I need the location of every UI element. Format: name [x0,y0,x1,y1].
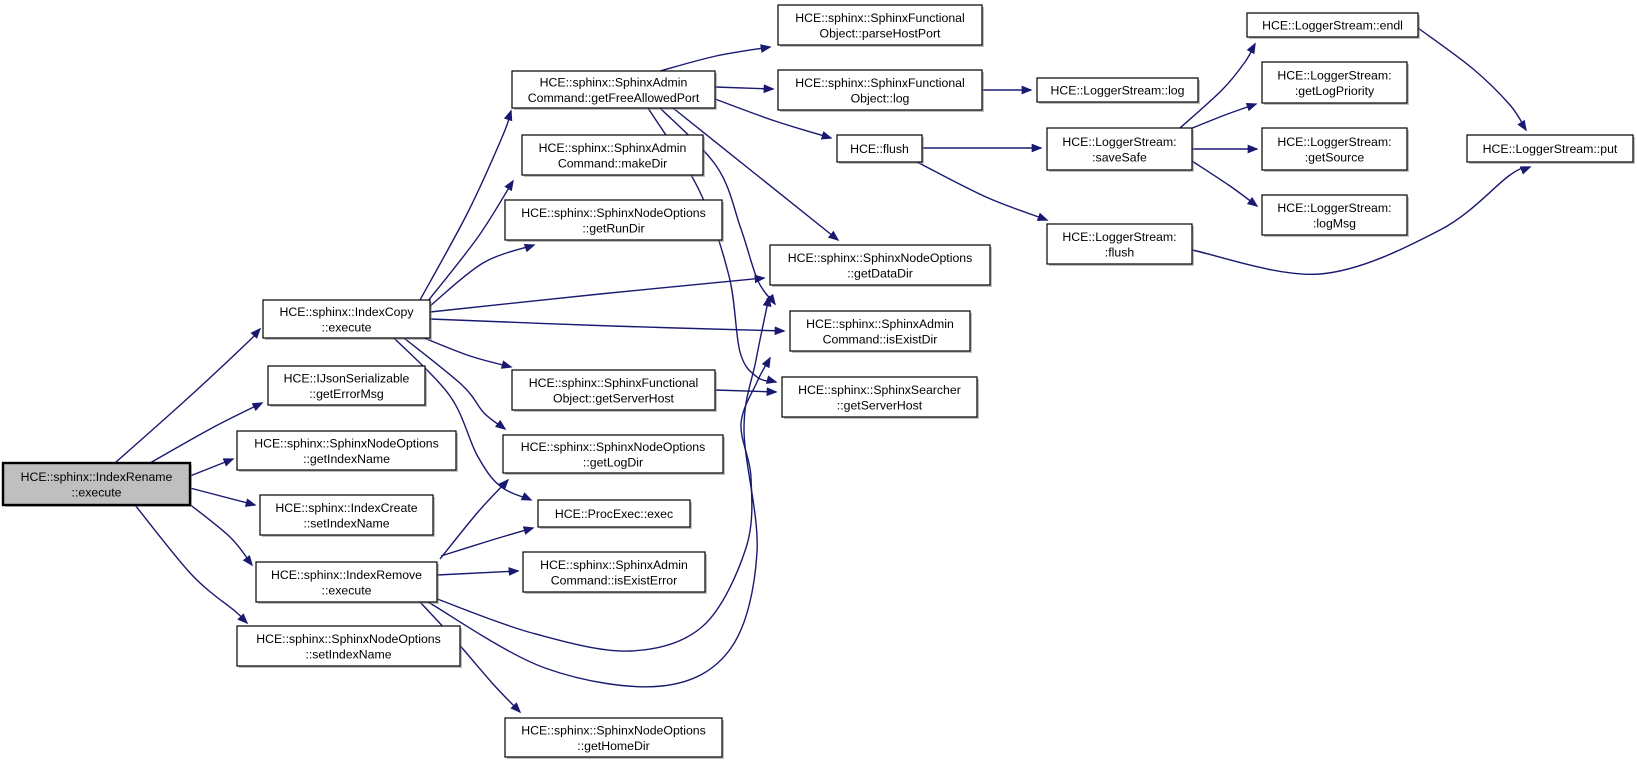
node-label: HCE::LoggerStream::put [1482,142,1618,156]
node-get-free-allowed-port[interactable] [512,71,717,110]
node-get-run-dir[interactable] [505,200,724,242]
edge-sfo-get-server-host--searcher-get-server-host [715,390,776,392]
node-set-index-name[interactable] [237,626,462,668]
edge-copy-execute--proc-exec [394,338,531,500]
edge-copy-execute--get-data-dir [430,278,764,312]
node-label: HCE::sphinx::IndexRemove ::execute [270,568,423,598]
node-label: HCE::sphinx::SphinxNodeOptions ::getDataDir [787,251,973,281]
node-label: HCE::sphinx::SphinxAdmin Command::isExistError [540,558,688,588]
node-remove-execute[interactable] [256,562,439,604]
edge-remove-execute--proc-exec [441,528,533,556]
node-get-source[interactable] [1262,128,1409,172]
edge-rename-execute--remove-execute [188,503,252,565]
node-get-data-dir[interactable] [770,245,992,287]
node-searcher-get-server-host[interactable] [782,377,979,419]
node-get-home-dir[interactable] [505,718,724,759]
node-logger-flush[interactable] [1047,224,1194,266]
node-get-log-priority[interactable] [1262,62,1409,105]
edge-flush--logger-flush [917,162,1047,220]
edge-get-free-allowed-port--sfo-log [715,87,773,89]
node-label: HCE::sphinx::SphinxNodeOptions ::setIndexName [256,632,441,662]
node-logger-log[interactable] [1037,78,1200,104]
edge-copy-execute--make-dir [428,181,513,301]
edge-endl--put [1418,28,1526,130]
node-label: HCE::LoggerStream: :getLogPriority [1277,68,1392,98]
node-log-msg[interactable] [1262,195,1409,237]
node-label: HCE::flush [850,142,909,156]
node-label: HCE::LoggerStream::log [1050,83,1185,98]
edge-get-free-allowed-port--parse-host-port [660,47,770,71]
node-label: HCE::sphinx::SphinxFunctional Object::log [795,76,965,106]
node-label: HCE::sphinx::SphinxAdmin Command::getFreeAllowedPort [527,75,700,105]
node-label: HCE::sphinx::IndexCopy ::execute [279,305,414,335]
node-label: HCE::LoggerStream: :saveSafe [1062,135,1177,165]
node-label: HCE::LoggerStream: :logMsg [1277,201,1392,231]
node-get-error-msg[interactable] [268,366,427,407]
node-label: HCE::sphinx::SphinxNodeOptions ::getRunDir [521,206,706,236]
node-copy-execute[interactable] [263,300,432,340]
node-label: HCE::LoggerStream: :flush [1062,230,1177,260]
node-label: HCE::LoggerStream::endl [1262,18,1403,33]
node-label: HCE::ProcExec::exec [554,507,674,521]
node-put[interactable] [1467,135,1635,164]
edge-copy-execute--get-free-allowed-port [420,111,511,300]
node-label: HCE::sphinx::SphinxSearcher ::getServerHost [798,383,961,413]
node-is-exist-error[interactable] [523,552,707,594]
edge-remove-execute--is-exist-error [437,571,518,575]
node-save-safe[interactable] [1047,128,1194,172]
node-parse-host-port[interactable] [778,5,984,47]
node-label: HCE::LoggerStream: :getSource [1277,135,1392,165]
edge-rename-execute--create-set-index-name [190,488,255,505]
edge-copy-execute--is-exist-dir [430,319,784,331]
node-label: HCE::sphinx::IndexRename ::execute [20,470,173,500]
node-proc-exec[interactable] [538,500,692,529]
node-label: HCE::sphinx::IndexCreate ::setIndexName [275,501,418,531]
node-label: HCE::sphinx::SphinxAdmin Command::makeDir [538,141,687,171]
node-label: HCE::IJsonSerializable ::getErrorMsg [283,371,410,401]
node-rename-execute[interactable] [3,463,192,507]
node-endl[interactable] [1247,13,1420,39]
node-label: HCE::sphinx::SphinxNodeOptions ::getHomeDir [521,723,706,753]
node-sfo-get-server-host[interactable] [512,370,717,412]
node-label: HCE::sphinx::SphinxNodeOptions ::getLogDir [520,440,706,470]
node-sfo-log[interactable] [778,70,984,112]
node-flush[interactable] [837,135,924,164]
edge-save-safe--get-log-priority [1185,104,1256,131]
node-label: HCE::sphinx::SphinxFunctional Object::getServerHost [528,376,699,406]
edge-remove-execute--get-log-dir [440,480,508,559]
edge-copy-execute--sfo-get-server-host [424,338,511,367]
node-make-dir[interactable] [522,135,705,177]
edge-save-safe--log-msg [1192,161,1257,206]
node-label: HCE::sphinx::SphinxNodeOptions ::getIndexName [254,436,439,466]
node-create-set-index-name[interactable] [260,495,435,537]
node-get-log-dir[interactable] [503,435,725,475]
node-label: HCE::sphinx::SphinxFunctional Object::parseHostPort [795,11,965,41]
node-label: HCE::sphinx::SphinxAdmin Command::isExistDir [806,317,954,347]
edge-rename-execute--set-index-name [135,505,247,623]
node-is-exist-dir[interactable] [790,311,972,353]
edge-remove-execute--get-data-dir [428,297,769,687]
edge-rename-execute--get-index-name [190,459,233,476]
node-get-index-name[interactable] [237,431,458,472]
